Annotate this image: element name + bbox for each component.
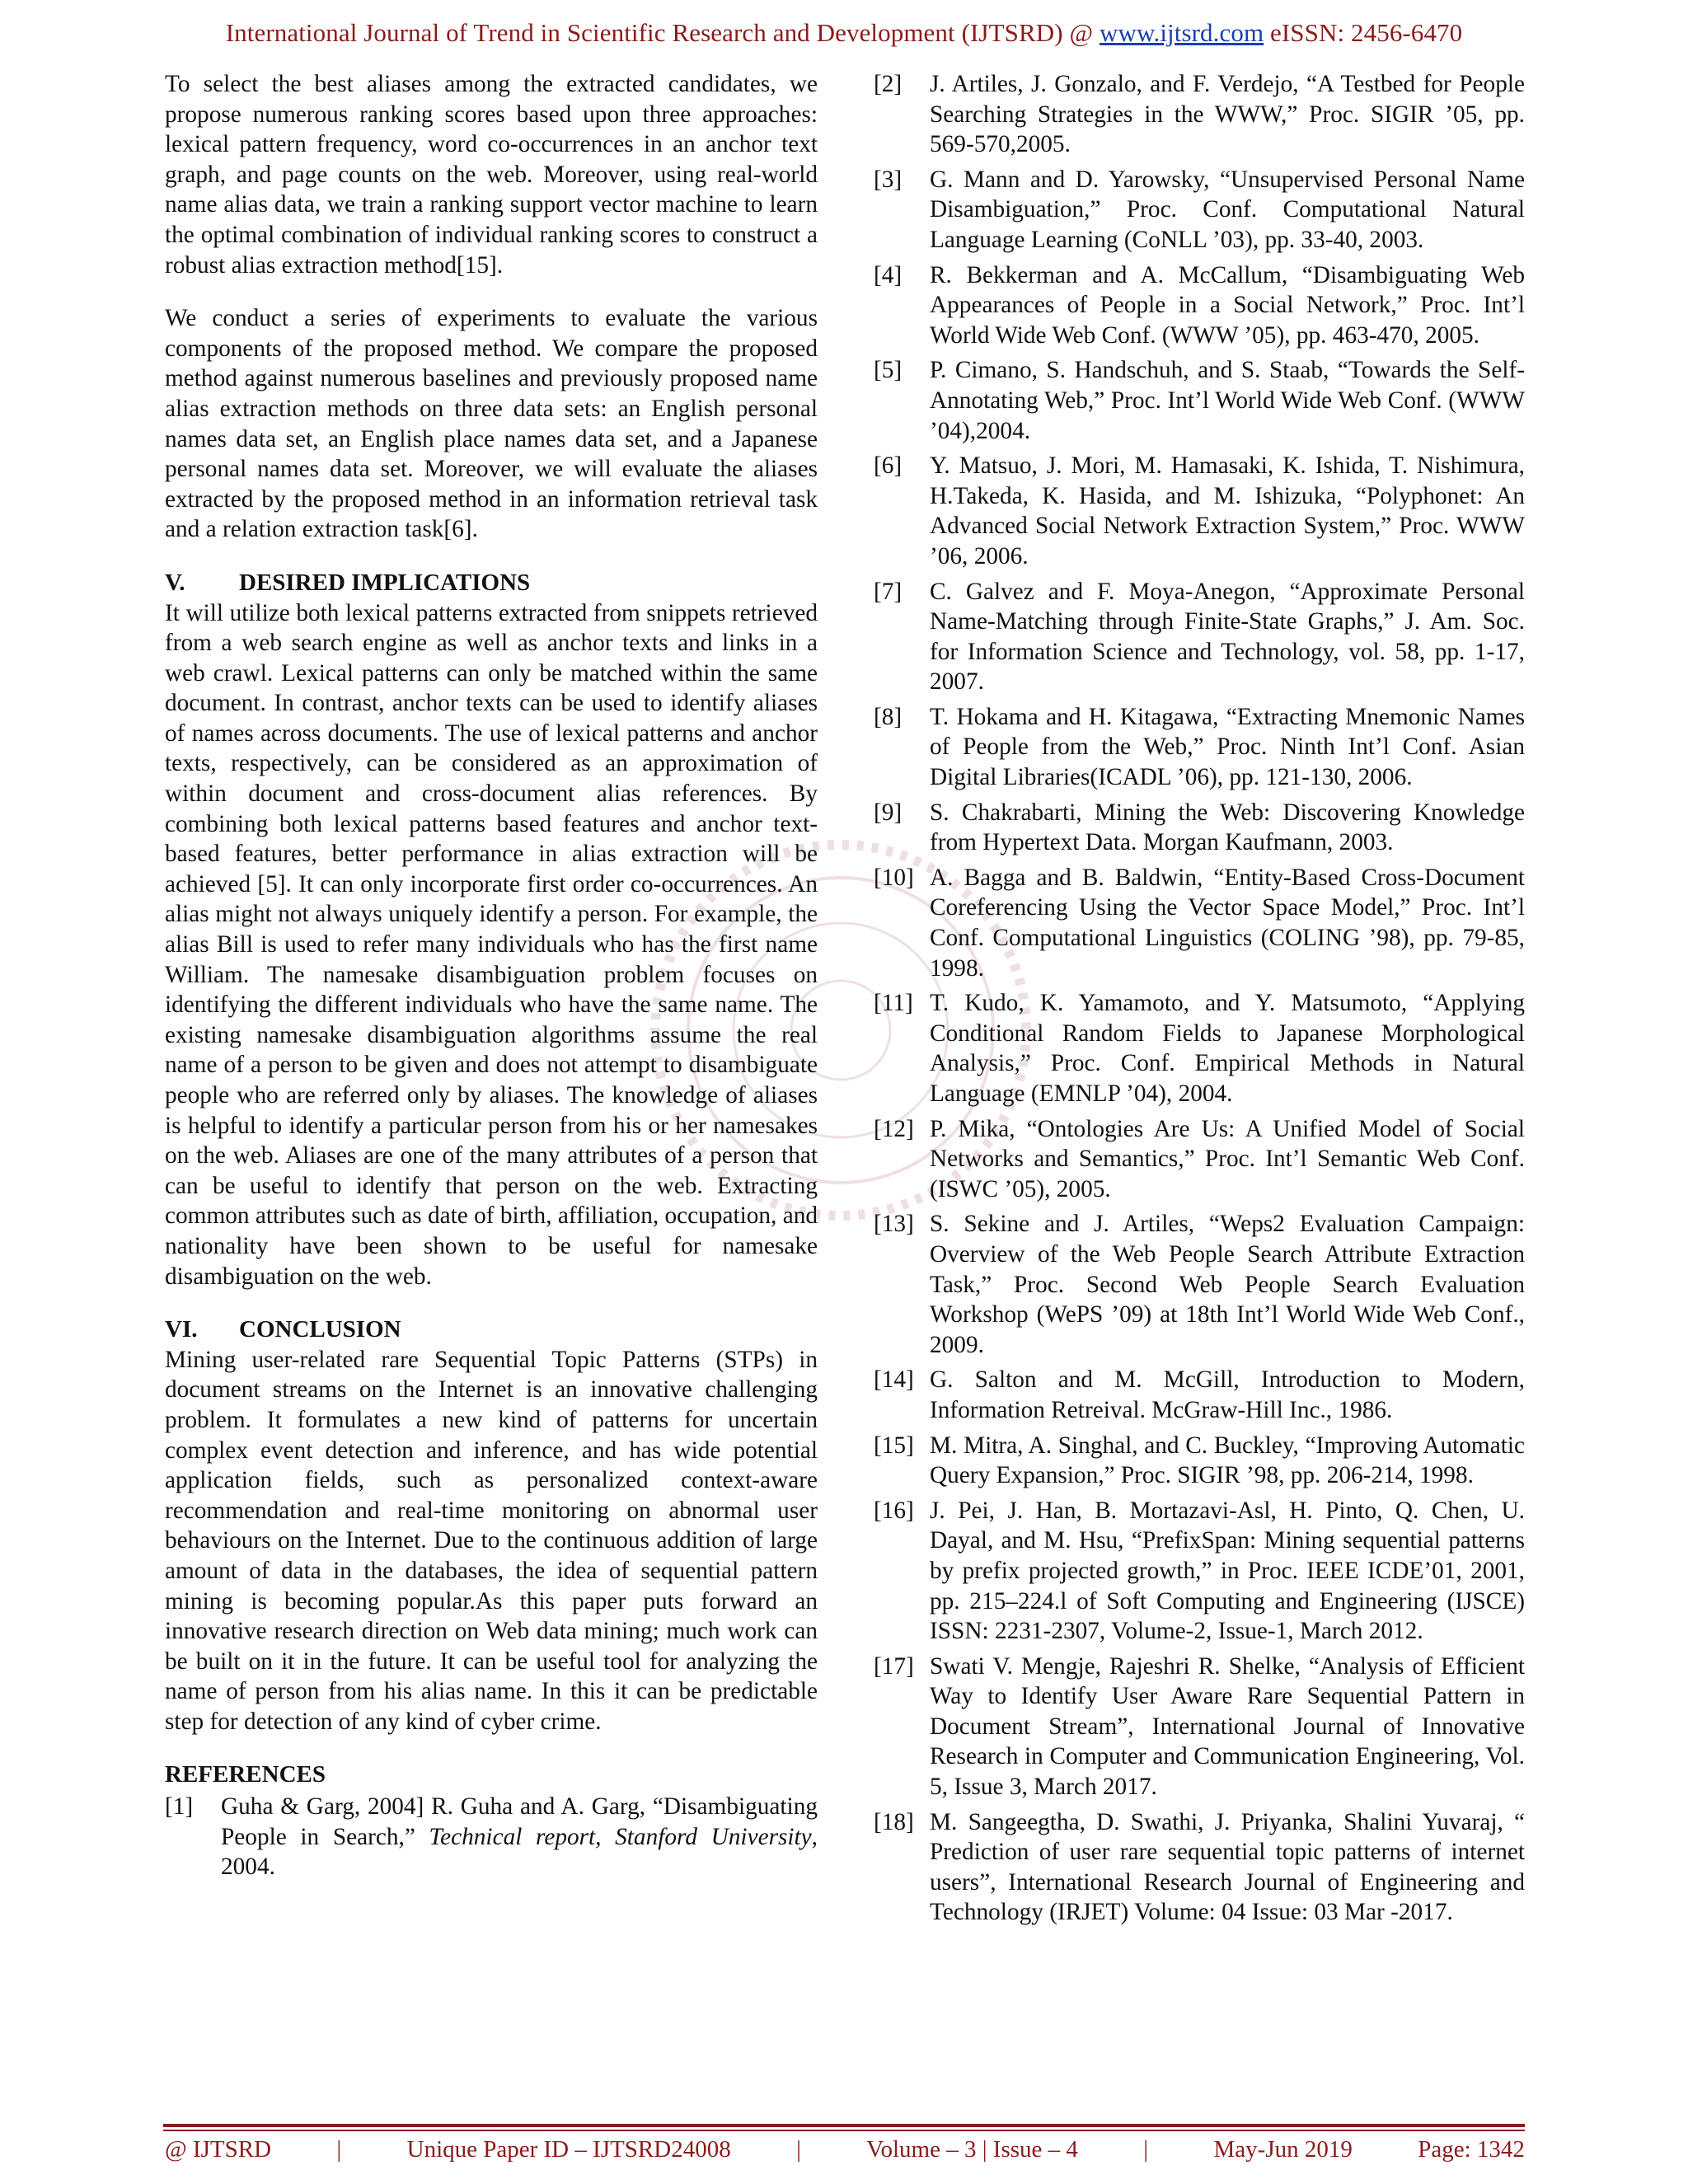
reference-text: Y. Matsuo, J. Mori, M. Hamasaki, K. Ishida, T. Nishimura, H.Takeda, K. Hasida, and M. Ishizuka, “Polyphonet: An Advanced Social Network Extraction System,” Proc. WWW ’06, 2006. [930, 452, 1525, 569]
reference-text: S. Chakrabarti, Mining the Web: Discovering Knowledge from Hypertext Data. Morgan Kaufmann, 2003. [930, 799, 1525, 856]
reference-item [874, 702, 1525, 793]
reference-text: T. Kudo, K. Yamamoto, and Y. Matsumoto, “Applying Conditional Random Fields to Japanese Morphological Analysis,” Proc. Conf. Empirical Methods in Natural Language (EMNLP ’04), 2004. [930, 990, 1525, 1107]
reference-number: [11] [874, 990, 913, 1017]
reference-item [874, 1496, 1525, 1647]
reference-text: P. Cimano, S. Handschuh, and S. Staab, “Towards the Self-Annotating Web,” Proc. Int’l World Wide Web Conf. (WWW ’04),2004. [930, 357, 1525, 444]
reference-text: G. Salton and M. McGill, Introduction to Modern, Information Retreival. McGraw-Hill Inc., 1986. [930, 1366, 1525, 1423]
reference-text: Swati V. Mengje, Rajeshri R. Shelke, “Analysis of Efficient Way to Identify User Aware Rare Sequential Pattern in Document Stream”, International Journal of Innovative Research in Computer and Communication Engineering, Vol. 5, Issue 3, March 2017. [930, 1652, 1525, 1801]
reference-number: [6] [874, 452, 903, 480]
paragraph-conclusion: Mining user-related rare Sequential Topic Patterns (STPs) in document streams on the Internet is an innovative challenging problem. It formulates a new kind of patterns for uncertain complex event detection and inference, and has wide potential application fields, such as personalized context-aware recommendation and real-time monitoring on abnormal user behaviours on the Internet. Due to the continuous addition of large amount of data in the databases, the idea of sequential pattern mining is becoming popular.As this paper puts forward an innovative research direction on Web data mining; much work can be built on it in the future. It can be useful tool for analyzing the name of person from his alias name. In this it can be predictable step for detection of any kind of cyber crime. [165, 1346, 818, 1735]
footer-page-number: Page: 1342 [1418, 2136, 1525, 2163]
right-column-references [874, 69, 1525, 1933]
header-issn: eISSN: 2456-6470 [1264, 18, 1463, 47]
reference-text: A. Bagga and B. Baldwin, “Entity-Based Cross-Document Coreferencing Using the Vector Space Model,” Proc. Int’l Conf. Computational Linguistics (COLING ’98), pp. 79-85, 1998. [930, 864, 1525, 982]
reference-number: [14] [874, 1366, 914, 1394]
reference-text: S. Sekine and J. Artiles, “Weps2 Evaluation Campaign: Overview of the Web People Search Attribute Extraction Task,” Proc. Second Web People Search Evaluation Workshop (WePS ’09) at 18th Int’l World Wide Web Conf., 2009. [930, 1211, 1525, 1358]
reference-number: [13] [874, 1211, 914, 1238]
footer-paper-id: Unique Paper ID – IJTSRD24008 [406, 2136, 731, 2163]
reference-number: [8] [874, 703, 903, 730]
reference-text: T. Hokama and H. Kitagawa, “Extracting Mnemonic Names of People from the Web,” Proc. Ninth Int’l Conf. Asian Digital Libraries(ICADL ’06), pp. 121-130, 2006. [930, 703, 1525, 791]
reference-item [874, 988, 1525, 1108]
reference-number: [4] [874, 261, 903, 288]
reference-item [874, 165, 1525, 255]
reference-item [874, 1652, 1525, 1802]
footer-rule [163, 2124, 1525, 2127]
reference-text: J. Artiles, J. Gonzalo, and F. Verdejo, “A Testbed for People Searching Strategies in the WWW,” Proc. SIGIR ’05, pp. 569-570,2005. [930, 71, 1525, 158]
reference-item [874, 1209, 1525, 1360]
reference-item [874, 863, 1525, 983]
reference-text: Guha & Garg, 2004] R. Guha and A. Garg, “Disambiguating People in Search,” [221, 1793, 818, 1850]
reference-item [874, 355, 1525, 446]
reference-number: [18] [874, 1808, 914, 1835]
reference-text: M. Sangeegtha, D. Swathi, J. Priyanka, Shalini Yuvaraj, “ Prediction of user rare sequential topic patterns of internet users”, International Research Journal of Engineering and Technology (IRJET) Volume: 04 Issue: 03 Mar -2017. [930, 1808, 1525, 1926]
reference-venue: Technical report, Stanford University [429, 1823, 812, 1850]
reference-text: G. Mann and D. Yarowsky, “Unsupervised Personal Name Disambiguation,” Proc. Conf. Computational Natural Language Learning (CoNLL ’03), pp. 33-40, 2003. [930, 166, 1525, 253]
reference-text: C. Galvez and F. Moya-Anegon, “Approximate Personal Name-Matching through Finite-State Graphs,” J. Am. Soc. for Information Science and Technology, vol. 58, pp. 1-17, 2007. [930, 578, 1525, 696]
reference-item [874, 69, 1525, 160]
reference-item [165, 1792, 818, 1882]
section-number: V. [165, 569, 185, 596]
footer-separator: | [796, 2136, 801, 2163]
running-header [0, 18, 1688, 48]
footer-date: May-Jun 2019 [1213, 2136, 1353, 2163]
paragraph-implications: It will utilize both lexical patterns extracted from snippets retrieved from a web search engine as well as anchor texts and links in a web crawl. Lexical patterns can only be matched within the same document. In contrast, anchor texts can be used to identify aliases of names across documents. The use of lexical patterns and anchor texts, respectively, can be considered as an approximation of within document and cross-document alias references. By combining both lexical patterns based features and anchor text-based features, better performance in alias extraction will be achieved [5]. It can only incorporate first order co-occurrences. An alias might not always uniquely identify a person. For example, the alias Bill is used to refer many individuals who has the first name William. The namesake disambiguation problem focuses on identifying the different individuals who have the same name. The existing namesake disambiguation algorithms assume the real name of a person to be given and does not attempt to disambiguate people who are referred only by aliases. The knowledge of aliases is helpful to identify a particular person from his or her namesakes on the web. Aliases are one of the many attributes of a person that can be useful to identify that person on the web. Extracting common attributes such as date of birth, affiliation, occupation, and nationality have been shown to be useful for namesake disambiguation on the web. [165, 599, 818, 1290]
reference-number: [15] [874, 1432, 914, 1459]
running-footer [165, 2136, 1525, 2163]
header-url-link[interactable]: www.ijtsrd.com [1100, 18, 1264, 47]
reference-item [874, 1114, 1525, 1205]
footer-separator: | [336, 2136, 342, 2163]
reference-item [874, 577, 1525, 697]
section-title: DESIRED IMPLICATIONS [239, 569, 531, 596]
reference-number: [3] [874, 166, 903, 193]
section-heading-desired-implications [165, 568, 818, 598]
header-journal-name: International Journal of Trend in Scientific Research and Development (IJTSRD) @ [225, 18, 1100, 47]
reference-text: M. Mitra, A. Singhal, and C. Buckley, “Improving Automatic Query Expansion,” Proc. SIGIR ’98, pp. 206-214, 1998. [930, 1432, 1525, 1489]
footer-journal: @ IJTSRD [165, 2136, 272, 2163]
reference-item [874, 1365, 1525, 1425]
left-column [165, 69, 818, 1887]
reference-number: [16] [874, 1497, 914, 1524]
section-heading-conclusion [165, 1315, 818, 1345]
reference-number: [5] [874, 357, 903, 384]
reference-item [874, 1807, 1525, 1928]
references-heading: REFERENCES [165, 1761, 326, 1788]
paragraph-alias-ranking: To select the best aliases among the extracted candidates, we propose numerous ranking scores based upon three approaches: lexical pattern frequency, word co-occurrences in an anchor text graph, and page counts on the web. Moreover, using real-world name alias data, we train a ranking support vector machine to learn the optimal combination of individual ranking scores to construct a robust alias extraction method[15]. [165, 71, 818, 279]
reference-number: [9] [874, 799, 903, 826]
reference-number: [7] [874, 578, 903, 605]
reference-number: [10] [874, 864, 914, 891]
reference-number: [17] [874, 1652, 914, 1680]
reference-item [874, 798, 1525, 858]
section-number: VI. [165, 1316, 198, 1343]
reference-item [874, 1431, 1525, 1491]
footer-separator: | [1143, 2136, 1149, 2163]
reference-text: J. Pei, J. Han, B. Mortazavi-Asl, H. Pinto, Q. Chen, U. Dayal, and M. Hsu, “PrefixSpan: Mining sequential patterns by prefix projected growth,” in Proc. IEEE ICDE’01, 2001, pp. 215–224.l of Soft Computing and Engineering (IJSCE) ISSN: 2231-2307, Volume-2, Issue-1, March 2012. [930, 1497, 1525, 1645]
reference-number: [2] [874, 71, 903, 97]
footer-volume-issue: Volume – 3 | Issue – 4 [866, 2136, 1078, 2163]
section-title: CONCLUSION [239, 1316, 401, 1343]
reference-number: [1] [165, 1793, 194, 1821]
reference-year: , 2004. [221, 1823, 818, 1881]
reference-text: R. Bekkerman and A. McCallum, “Disambiguating Web Appearances of People in a Social Network,” Proc. Int’l World Wide Web Conf. (WWW ’05), pp. 463-470, 2005. [930, 261, 1525, 349]
reference-item [874, 451, 1525, 571]
reference-item [874, 260, 1525, 351]
paragraph-experiments: We conduct a series of experiments to evaluate the various components of the proposed method. We compare the proposed method against numerous baselines and previously proposed name alias extraction methods on three data sets: an English personal names data set, an English place names data set, and a Japanese personal names data set. Moreover, we will evaluate the aliases extracted by the proposed method in an information retrieval task and a relation extraction task[6]. [165, 305, 818, 543]
footer-rule-thin [163, 2130, 1525, 2131]
reference-text: P. Mika, “Ontologies Are Us: A Unified Model of Social Networks and Semantics,” Proc. Int’l Semantic Web Conf. (ISWC ’05), 2005. [930, 1115, 1525, 1202]
reference-number: [12] [874, 1115, 914, 1142]
